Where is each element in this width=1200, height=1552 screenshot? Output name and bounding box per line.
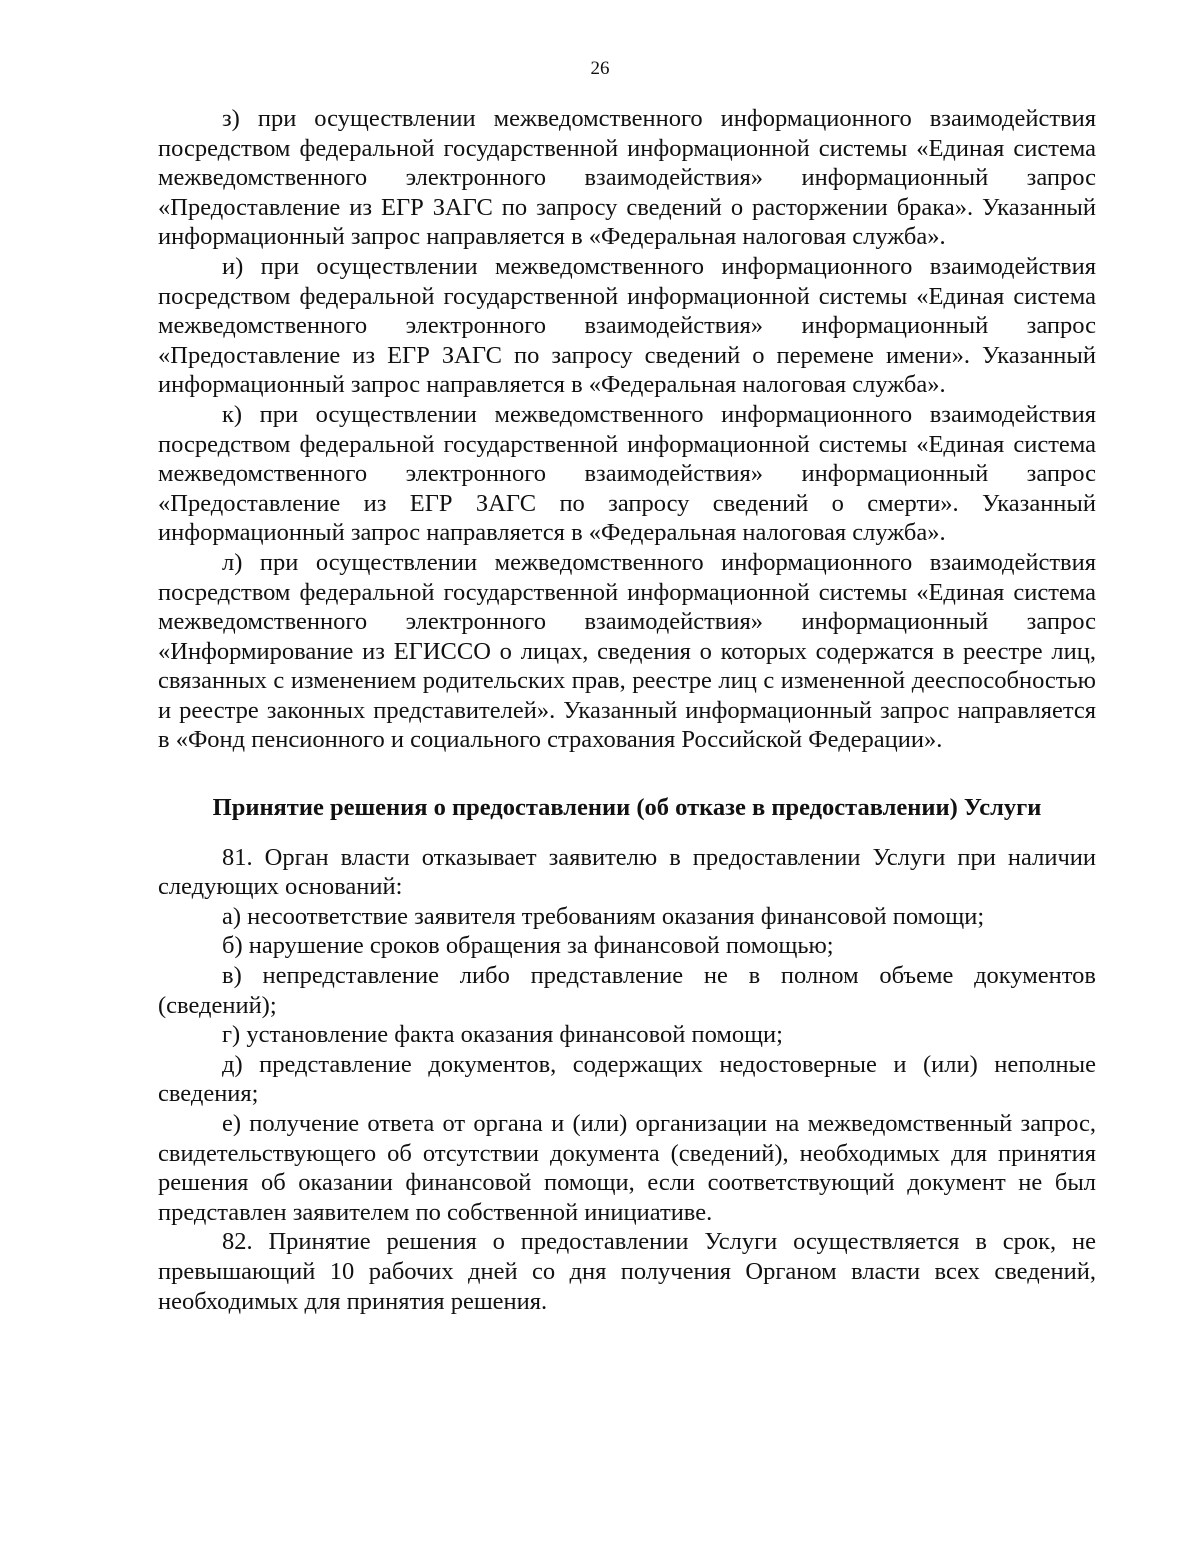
page-number: 26 bbox=[590, 58, 610, 79]
paragraph-81-g: г) установление факта оказания финансовой помощи; bbox=[222, 1021, 783, 1049]
paragraph-81: 81. Орган власти отказывает заявителю в предоставлении Услуги при наличии следующих оснований: bbox=[158, 843, 1096, 901]
paragraph-81-b: б) нарушение сроков обращения за финансовой помощью; bbox=[222, 932, 834, 960]
paragraph-81-e: е) получение ответа от органа и (или) организации на межведомственный запрос, свидетельствующего об отсутствии документа (сведений), необходимых для принятия решения об оказании финансовой помощи, если соответствующий документ не был представлен заявителем по собственной инициативе. bbox=[158, 1110, 1096, 1226]
section-heading: Принятие решения о предоставлении (об отказе в предоставлении) Услуги bbox=[212, 794, 1042, 822]
paragraph-81-a: а) несоответствие заявителя требованиям оказания финансовой помощи; bbox=[222, 902, 985, 930]
paragraph-81-v: в) непредставление либо представление не в полном объеме документов (сведений); bbox=[158, 962, 1096, 1019]
document-body bbox=[158, 104, 1096, 1316]
paragraph-81-d: д) представление документов, содержащих недостоверные и (или) неполные сведения; bbox=[158, 1050, 1096, 1108]
paragraph-82: 82. Принятие решения о предоставлении Услуги осуществляется в срок, не превышающий 10 рабочих дней со дня получения Органом власти всех сведений, необходимых для принятия решения. bbox=[158, 1228, 1096, 1315]
paragraph-z: з) при осуществлении межведомственного информационного взаимодействия посредством федеральной государственной информационной системы «Единая система межведомственного электронного взаимодействия» информационный запрос «Предоставление из ЕГР ЗАГС по запросу сведений о расторжении брака». Указанный информационный запрос направляется в «Федеральная налоговая служба». bbox=[158, 105, 1096, 251]
paragraph-i: и) при осуществлении межведомственного информационного взаимодействия посредством федеральной государственной информационной системы «Единая система межведомственного электронного взаимодействия» информационный запрос «Предоставление из ЕГР ЗАГС по запросу сведений о перемене имени». Указанный информационный запрос направляется в «Федеральная налоговая служба». bbox=[158, 252, 1096, 399]
paragraph-l: л) при осуществлении межведомственного информационного взаимодействия посредством федеральной государственной информационной системы «Единая система межведомственного электронного взаимодействия» информационный запрос «Информирование из ЕГИССО о лицах, сведения о которых содержатся в реестре лиц, связанных с изменением родительских прав, реестре лиц с измененной дееспособностью и реестре законных представителей». Указанный информационный запрос направляется в «Фонд пенсионного и социального страхования Российской Федерации». bbox=[158, 548, 1096, 754]
paragraph-k: к) при осуществлении межведомственного информационного взаимодействия посредством федеральной государственной информационной системы «Единая система межведомственного электронного взаимодействия» информационный запрос «Предоставление из ЕГР ЗАГС по запросу сведений о смерти». Указанный информационный запрос направляется в «Федеральная налоговая служба». bbox=[158, 400, 1096, 547]
